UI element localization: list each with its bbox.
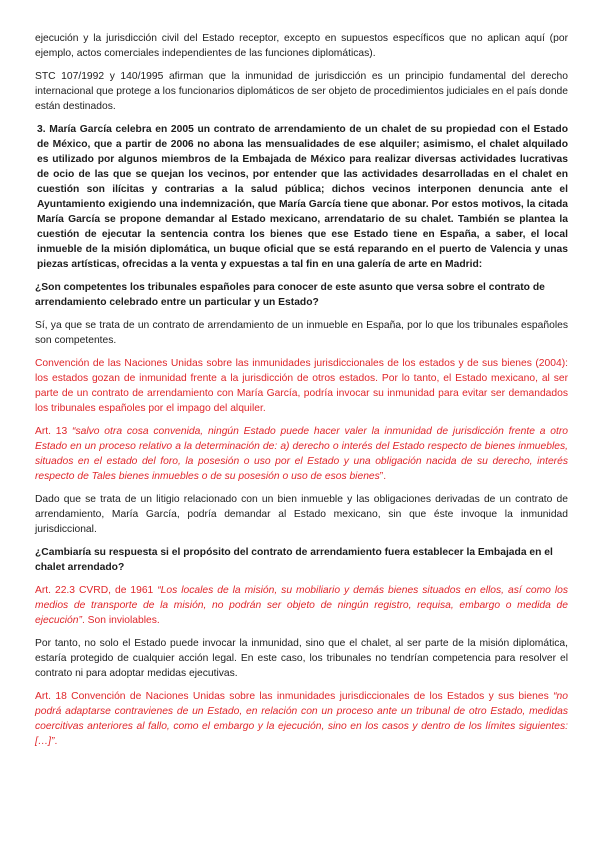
answer-2: Dado que se trata de un litigio relacionado con un bien inmueble y las obligaciones derivadas de un contrato de arrendamiento, María García, podría demandar al Estado mexicano, sin que éste invoque la inmunidad jurisdiccional. [35,494,568,535]
question-1: ¿Son competentes los tribunales españoles para conocer de este asunto que versa sobre el contrato de arrendamiento celebrado entre un particular y un Estado? [35,282,545,308]
art-18-quote: “no podrá adaptarse contravienes de un Estado, en relación con un proceso ante un tribunal de otro Estado, medidas coercitivas anteriores al fallo, como el embargo y la ejecución, sino en los casos y dentro de los límites siguientes: […]” [35,691,568,747]
art-22-quote: “Los locales de la misión, su mobiliario y demás bienes situados en ellos, así como los medios de transporte de la misión, no podrán ser objeto de ningún registro, requisa, embargo o medida de ejecución” [35,585,568,626]
art-18-ref: Art. 18 Convención de Naciones Unidas sobre las inmunidades jurisdiccionales de los Estados y sus bienes [35,691,554,702]
answer-3: Por tanto, no solo el Estado puede invocar la inmunidad, sino que el chalet, al ser parte de la misión diplomática, estaría protegido de cualquier acción legal. En este caso, los tribunales no tendrían competencia para resolver el contrato ni para adoptar medidas ejecutivas. [35,638,568,679]
art-18-close: . [54,736,58,747]
red-note-art-13 [35,424,568,484]
art-13-quote: “salvo otra cosa convenida, ningún Estado puede hacer valer la inmunidad de jurisdicción frente a otro Estado en un proceso relativo a la determinación de: a) derecho o interés del Estado respecto de bienes inmuebles, situados en el estado del foro, la posesión o uso por el Estado y una obligación nacida de su derecho, interés respecto de Tales bienes inmuebles o de su posesión o uso de esos bienes [35,426,568,482]
art-22-ref: Art. 22.3 CVRD, de 1961 [35,585,158,596]
case-statement-3: 3. María García celebra en 2005 un contrato de arrendamiento de un chalet de su propiedad con el Estado de México, que a partir de 2006 no abona las mensualidades de ese alquiler; asimismo, el chalet alquilado es utilizado por algunos miembros de la Embajada de México para realizar diversas actividades lucrativas de ocio de las que se quejan los vecinos, por entender que las actividades desarrolladas en el chalet en cuestión son ilícitas y contrarias a la salud pública; dichos vecinos interponen denuncia ante el Ayuntamiento exigiendo una indemnización, que María García tiene que abonar. Por estos motivos, la citada María García se propone demandar al Estado mexicano, arrendatario de su chalet. También se plantea la cuestión de ejecutar la sentencia contra los bienes que ese Estado tiene en España, a saber, el local inmueble de la misión diplomática, un buque oficial que se está reparando en el puerto de Valencia y unas piezas artísticas, ofrecidas a la venta y expuestas a tal fin en una galería de arte en Madrid: [37,124,568,270]
question-2: ¿Cambiaría su respuesta si el propósito del contrato de arrendamiento fuera establecer la Embajada en el chalet arrendado? [35,547,553,573]
document-page [35,31,568,757]
paragraph-stc-citation: STC 107/1992 y 140/1995 afirman que la inmunidad de jurisdicción es un principio fundamental del derecho internacional que protege a los funcionarios diplomáticos de ser objeto de procedimientos judiciales en el país donde están destinados. [35,71,568,112]
art-13-close: ”. [379,471,387,482]
red-note-art-22-3 [35,583,568,628]
red-note-art-18 [35,689,568,749]
red-note-un-convention: Convención de las Naciones Unidas sobre las inmunidades jurisdiccionales de los estados y de sus bienes (2004): los estados gozan de inmunidad frente a la jurisdicción de otros estados. Por lo tanto, el Estado mexicano, al ser parte de un contrato de arrendamiento con María García, podría invocar su inmunidad para evitar ser demandados los tribunales españoles por el impago del alquiler. [35,358,568,414]
answer-1: Sí, ya que se trata de un contrato de arrendamiento de un inmueble en España, por lo que los tribunales españoles son competentes. [35,320,568,346]
art-22-close: . Son inviolables. [81,615,160,626]
art-13-ref: Art. 13 [35,426,73,437]
paragraph-diplomatic-immunity-exceptions: ejecución y la jurisdicción civil del Estado receptor, excepto en supuestos específicos que no aplican aquí (por ejemplo, actos comerciales independientes de las funciones diplomáticas). [35,33,568,59]
